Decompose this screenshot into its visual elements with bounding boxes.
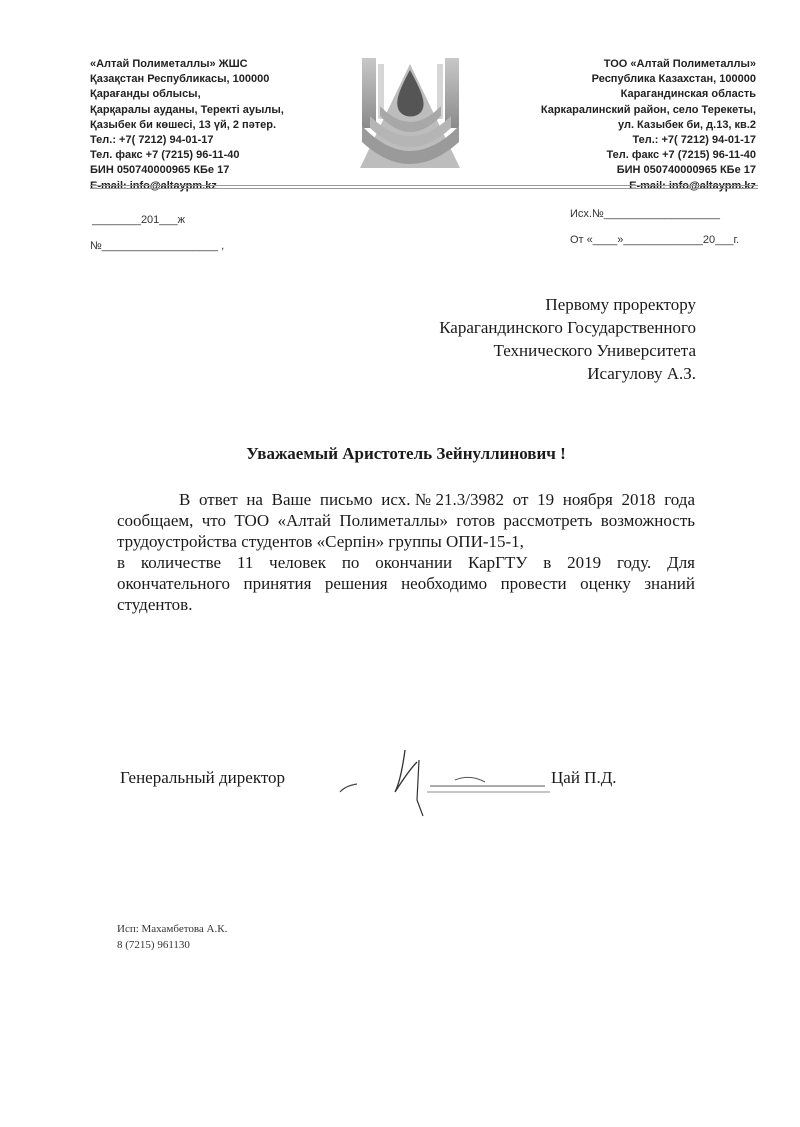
signatory-title: Генеральный директор <box>120 768 286 787</box>
company-logo-icon <box>358 56 463 171</box>
letterhead-line: Карагандинская область <box>620 88 756 101</box>
letterhead-line: Қарқаралы ауданы, Теректі ауылы, <box>90 103 284 116</box>
addressee-line: Карагандинского Государственного <box>439 318 696 337</box>
letterhead-line: Тел. факс +7 (7215) 96-11-40 <box>90 149 240 162</box>
body-paragraph: В ответ на Ваше письмо исх.№21.3/3982 от 19 ноября 2018 года сообщаем, что ТОО «Алтай Полиметаллы» готов рассмотреть возможность трудоустройства студентов «Серпін» группы ОПИ-15-1, <box>117 490 695 551</box>
letterhead-line: Тел.: +7( 7212) 94-01-17 <box>632 134 756 147</box>
executor-phone: 8 (7215) 961130 <box>117 939 190 951</box>
letterhead-line: Қазақстан Республикасы, 100000 <box>90 73 270 86</box>
letterhead-russian <box>500 57 756 194</box>
letterhead-line: Тел.: +7( 7212) 94-01-17 <box>90 134 214 147</box>
letterhead-line: E-mail: info@altaypm.kz <box>90 179 217 192</box>
executor-name: Исп: Махамбетова А.К. <box>117 923 228 935</box>
letterhead-line: БИН 050740000965 КБе 17 <box>90 164 230 177</box>
addressee-block <box>380 293 696 385</box>
letterhead-line: ул. Казыбек би, д.13, кв.2 <box>617 118 756 131</box>
letterhead-divider <box>90 188 758 189</box>
letterhead-line: Республика Казахстан, 100000 <box>591 73 756 86</box>
addressee-line: Технического Университета <box>493 341 696 360</box>
addressee-line: Исагулову А.З. <box>587 364 696 383</box>
letterhead-line: «Алтай Полиметаллы» ЖШС <box>90 58 248 70</box>
letter-body <box>117 489 695 615</box>
addressee-line: Первому проректору <box>545 295 696 314</box>
letterhead-line: Қарағанды облысы, <box>90 88 201 101</box>
letterhead-divider <box>90 185 758 186</box>
letterhead-line: E-mail: info@altaypm.kz <box>629 179 756 192</box>
registration-number-left: №___________________ , <box>90 240 225 252</box>
outgoing-date: От «____»_____________20___г. <box>570 234 740 246</box>
registration-date-left: ________201___ж <box>92 214 186 226</box>
salutation: Уважаемый Аристотель Зейнуллинович ! <box>246 444 566 463</box>
handwritten-signature-icon <box>335 740 565 820</box>
outgoing-number: Исх.№___________________ <box>570 208 720 220</box>
letterhead-line: Қазыбек би көшесі, 13 үй, 2 пәтер. <box>90 118 277 131</box>
letterhead-line: ТОО «Алтай Полиметаллы» <box>603 58 756 70</box>
letterhead-line: Тел. факс +7 (7215) 96-11-40 <box>606 149 756 162</box>
letterhead-kazakh <box>90 57 340 194</box>
signatory-name: Цай П.Д. <box>551 768 617 787</box>
body-paragraph: в количестве 11 человек по окончании КарГТУ в 2019 году. Для окончательного принятия решения необходимо провести оценку знаний студентов. <box>117 553 695 614</box>
letterhead-line: БИН 050740000965 КБе 17 <box>616 164 756 177</box>
executor-block <box>117 921 227 953</box>
letterhead-line: Каркаралинский район, село Терекеты, <box>540 103 756 116</box>
